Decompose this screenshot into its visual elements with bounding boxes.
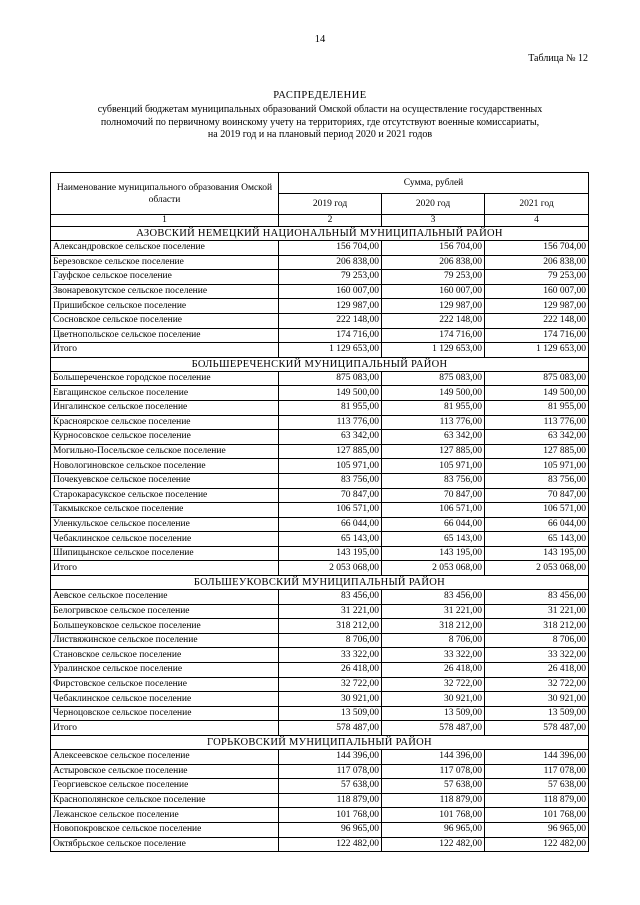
amount-2019: 70 847,00 (279, 488, 382, 503)
amount-2021: 83 456,00 (485, 590, 589, 605)
amount-2021: 160 007,00 (485, 284, 589, 299)
amount-2021: 13 509,00 (485, 706, 589, 721)
amount-2019: 66 044,00 (279, 517, 382, 532)
table-row (51, 692, 589, 707)
amount-2020: 113 776,00 (382, 415, 485, 430)
amount-2019: 26 418,00 (279, 663, 382, 678)
amount-2021: 143 195,00 (485, 546, 589, 561)
amount-2019: 129 987,00 (279, 299, 382, 314)
amount-2021: 118 879,00 (485, 793, 589, 808)
district-title: БОЛЬШЕУКОВСКИЙ МУНИЦИПАЛЬНЫЙ РАЙОН (51, 576, 589, 590)
table-row (51, 284, 589, 299)
column-number: 2 (279, 215, 382, 227)
amount-2020: 26 418,00 (382, 663, 485, 678)
amount-2019: 143 195,00 (279, 546, 382, 561)
amount-2021: 31 221,00 (485, 604, 589, 619)
district-header-row (51, 736, 589, 750)
settlement-name: Лежанское сельское поселение (51, 808, 279, 823)
amount-2021: 101 768,00 (485, 808, 589, 823)
amount-2019: 105 971,00 (279, 459, 382, 474)
amount-2021: 149 500,00 (485, 386, 589, 401)
settlement-name: Почекуевское сельское поселение (51, 473, 279, 488)
table-row (51, 343, 589, 358)
amount-2021: 32 722,00 (485, 677, 589, 692)
settlement-name: Итого (51, 561, 279, 576)
amount-2019: 113 776,00 (279, 415, 382, 430)
amount-2019: 8 706,00 (279, 633, 382, 648)
settlement-name: Гауфское сельское поселение (51, 270, 279, 285)
settlement-name: Итого (51, 721, 279, 736)
table-row (51, 473, 589, 488)
amount-2020: 8 706,00 (382, 633, 485, 648)
amount-2019: 32 722,00 (279, 677, 382, 692)
table-row (51, 430, 589, 445)
settlement-name: Алексеевское сельское поселение (51, 750, 279, 765)
amount-2021: 1 129 653,00 (485, 343, 589, 358)
amount-2021: 8 706,00 (485, 633, 589, 648)
amount-2020: 129 987,00 (382, 299, 485, 314)
amount-2020: 79 253,00 (382, 270, 485, 285)
table-row (51, 663, 589, 678)
amount-2020: 63 342,00 (382, 430, 485, 445)
settlement-name: Астыровское сельское поселение (51, 764, 279, 779)
amount-2019: 101 768,00 (279, 808, 382, 823)
amount-2019: 57 638,00 (279, 779, 382, 794)
amount-2020: 30 921,00 (382, 692, 485, 707)
amount-2019: 79 253,00 (279, 270, 382, 285)
amount-2020: 117 078,00 (382, 764, 485, 779)
column-header-2019: 2019 год (279, 194, 382, 215)
table-row (51, 488, 589, 503)
amount-2019: 13 509,00 (279, 706, 382, 721)
district-header-row (51, 227, 589, 241)
settlement-name: Фирстовское сельское поселение (51, 677, 279, 692)
column-number: 3 (382, 215, 485, 227)
amount-2020: 578 487,00 (382, 721, 485, 736)
table-row (51, 328, 589, 343)
amount-2019: 222 148,00 (279, 313, 382, 328)
settlement-name: Краснополянское сельское поселение (51, 793, 279, 808)
amount-2019: 83 756,00 (279, 473, 382, 488)
table-row (51, 619, 589, 634)
amount-2021: 129 987,00 (485, 299, 589, 314)
amount-2020: 81 955,00 (382, 400, 485, 415)
table-row (51, 764, 589, 779)
table-row (51, 779, 589, 794)
settlement-name: Александровское сельское поселение (51, 241, 279, 256)
table-row (51, 459, 589, 474)
settlement-name: Новопокровское сельское поселение (51, 822, 279, 837)
amount-2021: 156 704,00 (485, 241, 589, 256)
district-header-row (51, 576, 589, 590)
amount-2021: 26 418,00 (485, 663, 589, 678)
amount-2020: 2 053 068,00 (382, 561, 485, 576)
amount-2019: 174 716,00 (279, 328, 382, 343)
district-header-row (51, 357, 589, 371)
subtitle-line: полномочий по первичному воинскому учету на территориях, где отсутствуют военные комиссариаты, (100, 116, 540, 128)
settlement-name: Могильно-Посельское сельское поселение (51, 444, 279, 459)
table-row (51, 255, 589, 270)
amount-2021: 106 571,00 (485, 503, 589, 518)
amount-2020: 118 879,00 (382, 793, 485, 808)
settlement-name: Цветнопольское сельское поселение (51, 328, 279, 343)
column-header-2020: 2020 год (382, 194, 485, 215)
settlement-name: Курносовское сельское поселение (51, 430, 279, 445)
amount-2020: 13 509,00 (382, 706, 485, 721)
document-subtitle (40, 104, 600, 142)
amount-2020: 122 482,00 (382, 837, 485, 852)
amount-2020: 318 212,00 (382, 619, 485, 634)
settlement-name: Белогривское сельское поселение (51, 604, 279, 619)
amount-2021: 206 838,00 (485, 255, 589, 270)
settlement-name: Итого (51, 343, 279, 358)
table-row (51, 590, 589, 605)
table-row (51, 793, 589, 808)
table-label: Таблица № 12 (528, 53, 588, 64)
column-numbers-row (51, 215, 589, 227)
table-row (51, 299, 589, 314)
amount-2020: 127 885,00 (382, 444, 485, 459)
amount-2019: 875 083,00 (279, 371, 382, 386)
amount-2019: 318 212,00 (279, 619, 382, 634)
settlement-name: Большеуковское сельское поселение (51, 619, 279, 634)
district-title: БОЛЬШЕРЕЧЕНСКИЙ МУНИЦИПАЛЬНЫЙ РАЙОН (51, 357, 589, 371)
table-row (51, 633, 589, 648)
table-row (51, 546, 589, 561)
settlement-name: Новологиновское сельское поселение (51, 459, 279, 474)
settlement-name: Звонаревокутское сельское поселение (51, 284, 279, 299)
table-row (51, 532, 589, 547)
amount-2020: 156 704,00 (382, 241, 485, 256)
amount-2021: 117 078,00 (485, 764, 589, 779)
amount-2019: 160 007,00 (279, 284, 382, 299)
amount-2021: 70 847,00 (485, 488, 589, 503)
table-row (51, 822, 589, 837)
settlement-name: Такмыкское сельское поселение (51, 503, 279, 518)
amount-2019: 149 500,00 (279, 386, 382, 401)
settlement-name: Уленкульское сельское поселение (51, 517, 279, 532)
table-row (51, 808, 589, 823)
amount-2021: 578 487,00 (485, 721, 589, 736)
amount-2020: 83 456,00 (382, 590, 485, 605)
amount-2020: 101 768,00 (382, 808, 485, 823)
column-header-sum: Сумма, рублей (279, 173, 589, 194)
settlement-name: Березовское сельское поселение (51, 255, 279, 270)
amount-2021: 96 965,00 (485, 822, 589, 837)
amount-2021: 65 143,00 (485, 532, 589, 547)
amount-2019: 65 143,00 (279, 532, 382, 547)
table-row (51, 677, 589, 692)
page-number: 14 (314, 34, 326, 45)
amount-2020: 57 638,00 (382, 779, 485, 794)
amount-2019: 33 322,00 (279, 648, 382, 663)
amount-2020: 875 083,00 (382, 371, 485, 386)
table-row (51, 503, 589, 518)
amount-2020: 83 756,00 (382, 473, 485, 488)
amount-2019: 578 487,00 (279, 721, 382, 736)
amount-2019: 144 396,00 (279, 750, 382, 765)
settlement-name: Листвяжинское сельское поселение (51, 633, 279, 648)
amount-2020: 32 722,00 (382, 677, 485, 692)
amount-2019: 96 965,00 (279, 822, 382, 837)
table-row (51, 415, 589, 430)
table-row (51, 561, 589, 576)
amount-2019: 30 921,00 (279, 692, 382, 707)
settlement-name: Становское сельское поселение (51, 648, 279, 663)
amount-2021: 2 053 068,00 (485, 561, 589, 576)
amount-2020: 105 971,00 (382, 459, 485, 474)
amount-2021: 113 776,00 (485, 415, 589, 430)
amount-2021: 222 148,00 (485, 313, 589, 328)
amount-2021: 57 638,00 (485, 779, 589, 794)
amount-2019: 206 838,00 (279, 255, 382, 270)
amount-2020: 66 044,00 (382, 517, 485, 532)
settlement-name: Георгиевское сельское поселение (51, 779, 279, 794)
table-row (51, 313, 589, 328)
table-row (51, 648, 589, 663)
amount-2021: 174 716,00 (485, 328, 589, 343)
table-row (51, 750, 589, 765)
amount-2021: 81 955,00 (485, 400, 589, 415)
amount-2021: 318 212,00 (485, 619, 589, 634)
settlement-name: Черноцовское сельское поселение (51, 706, 279, 721)
amount-2020: 1 129 653,00 (382, 343, 485, 358)
district-title: ГОРЬКОВСКИЙ МУНИЦИПАЛЬНЫЙ РАЙОН (51, 736, 589, 750)
settlement-name: Пришибское сельское поселение (51, 299, 279, 314)
amount-2020: 222 148,00 (382, 313, 485, 328)
settlement-name: Чебаклинское сельское поселение (51, 692, 279, 707)
amount-2020: 174 716,00 (382, 328, 485, 343)
settlement-name: Красноярское сельское поселение (51, 415, 279, 430)
amount-2019: 63 342,00 (279, 430, 382, 445)
amount-2021: 63 342,00 (485, 430, 589, 445)
amount-2021: 105 971,00 (485, 459, 589, 474)
amount-2021: 33 322,00 (485, 648, 589, 663)
settlement-name: Октябрьское сельское поселение (51, 837, 279, 852)
table-row (51, 721, 589, 736)
amount-2019: 31 221,00 (279, 604, 382, 619)
column-header-2021: 2021 год (485, 194, 589, 215)
distribution-table (50, 172, 589, 852)
amount-2020: 143 195,00 (382, 546, 485, 561)
table-header-row (51, 173, 589, 194)
amount-2020: 106 571,00 (382, 503, 485, 518)
district-title: АЗОВСКИЙ НЕМЕЦКИЙ НАЦИОНАЛЬНЫЙ МУНИЦИПАЛЬНЫЙ РАЙОН (51, 227, 589, 241)
amount-2019: 127 885,00 (279, 444, 382, 459)
table-row (51, 270, 589, 285)
settlement-name: Шипицынское сельское поселение (51, 546, 279, 561)
table-row (51, 400, 589, 415)
settlement-name: Чебаклинское сельское поселение (51, 532, 279, 547)
table-row (51, 444, 589, 459)
subtitle-line: субвенций бюджетам муниципальных образований Омской области на осуществление государственных (97, 104, 543, 115)
table-row (51, 241, 589, 256)
table-row (51, 706, 589, 721)
table-row (51, 386, 589, 401)
column-header-name: Наименование муниципального образования Омской области (51, 173, 279, 215)
amount-2020: 160 007,00 (382, 284, 485, 299)
settlement-name: Старокарасукское сельское поселение (51, 488, 279, 503)
settlement-name: Ингалинское сельское поселение (51, 400, 279, 415)
amount-2019: 106 571,00 (279, 503, 382, 518)
table-row (51, 604, 589, 619)
amount-2019: 2 053 068,00 (279, 561, 382, 576)
table-row (51, 517, 589, 532)
amount-2019: 122 482,00 (279, 837, 382, 852)
amount-2021: 83 756,00 (485, 473, 589, 488)
amount-2021: 30 921,00 (485, 692, 589, 707)
amount-2020: 65 143,00 (382, 532, 485, 547)
subtitle-line: на 2019 год и на плановый период 2020 и 2021 годов (207, 129, 433, 140)
amount-2021: 79 253,00 (485, 270, 589, 285)
settlement-name: Аевское сельское поселение (51, 590, 279, 605)
amount-2019: 1 129 653,00 (279, 343, 382, 358)
amount-2019: 83 456,00 (279, 590, 382, 605)
settlement-name: Евгащинское сельское поселение (51, 386, 279, 401)
column-number: 4 (485, 215, 589, 227)
settlement-name: Уралинское сельское поселение (51, 663, 279, 678)
document-title: РАСПРЕДЕЛЕНИЕ (273, 90, 367, 101)
column-number: 1 (51, 215, 279, 227)
amount-2020: 31 221,00 (382, 604, 485, 619)
amount-2021: 144 396,00 (485, 750, 589, 765)
amount-2020: 206 838,00 (382, 255, 485, 270)
amount-2021: 66 044,00 (485, 517, 589, 532)
settlement-name: Сосновское сельское поселение (51, 313, 279, 328)
amount-2019: 117 078,00 (279, 764, 382, 779)
settlement-name: Большереченское городское поселение (51, 371, 279, 386)
amount-2020: 144 396,00 (382, 750, 485, 765)
amount-2019: 118 879,00 (279, 793, 382, 808)
amount-2020: 70 847,00 (382, 488, 485, 503)
amount-2019: 156 704,00 (279, 241, 382, 256)
amount-2021: 122 482,00 (485, 837, 589, 852)
amount-2020: 33 322,00 (382, 648, 485, 663)
amount-2021: 875 083,00 (485, 371, 589, 386)
amount-2021: 127 885,00 (485, 444, 589, 459)
amount-2020: 96 965,00 (382, 822, 485, 837)
amount-2019: 81 955,00 (279, 400, 382, 415)
amount-2020: 149 500,00 (382, 386, 485, 401)
table-row (51, 371, 589, 386)
table-row (51, 837, 589, 852)
